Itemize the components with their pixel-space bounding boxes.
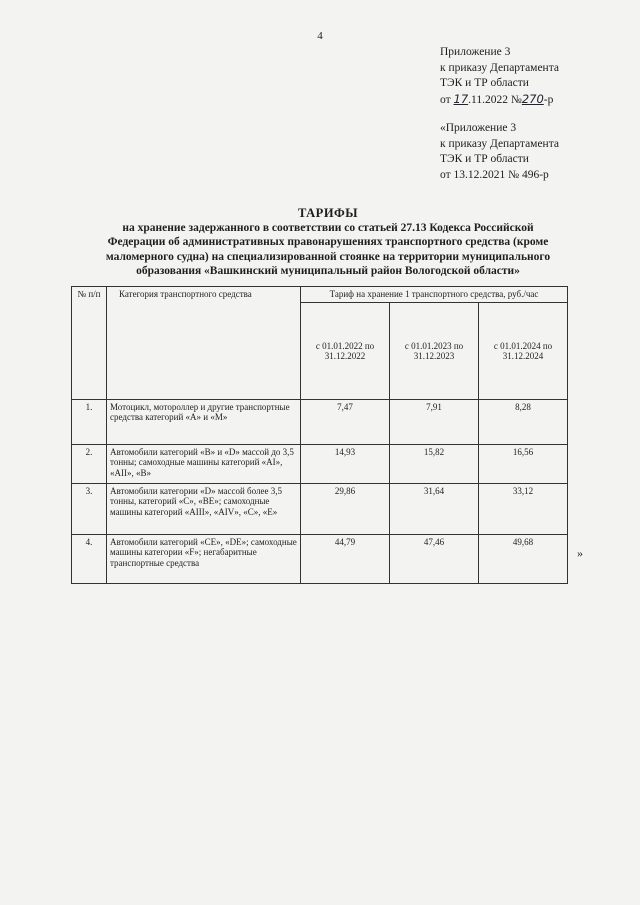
appendix-date-line — [440, 92, 559, 109]
tariffs-table — [71, 286, 568, 584]
header-period: с 01.01.2023 по 31.12.2023 — [390, 302, 479, 399]
header-tariff: Тариф на хранение 1 транспортного средства, руб./час — [301, 287, 568, 303]
row-value: 44,79 — [301, 534, 390, 583]
table-header-row — [72, 287, 568, 303]
row-value: 15,82 — [390, 444, 479, 483]
row-number: 4. — [72, 534, 107, 583]
order-suffix: -р — [543, 93, 554, 106]
header-period: с 01.01.2022 по 31.12.2022 — [301, 302, 390, 399]
row-value: 47,46 — [390, 534, 479, 583]
row-number: 3. — [72, 483, 107, 534]
row-value: 16,56 — [479, 444, 568, 483]
appendix-line: ТЭК и ТР области — [440, 153, 529, 165]
header-period: с 01.01.2024 по 31.12.2024 — [479, 302, 568, 399]
table-row — [72, 483, 568, 534]
appendix-line: «Приложение 3 — [440, 122, 517, 134]
appendix-line: от 13.12.2021 № 496-р — [440, 168, 549, 181]
row-value: 7,91 — [390, 399, 479, 444]
document-title — [62, 206, 594, 279]
title-main: ТАРИФЫ — [297, 206, 359, 220]
title-line: Федерации об административных правонарушениях транспортного средства (кроме — [107, 236, 549, 248]
appendix-header-new — [440, 45, 559, 108]
row-number: 1. — [72, 399, 107, 444]
row-category: Автомобили категорий «СЕ», «DЕ»; самоходные машины категории «F»; негабаритные транспортные средства — [107, 534, 301, 583]
row-category: Мотоцикл, мотороллер и другие транспортные средства категорий «А» и «М» — [107, 399, 301, 444]
table-row — [72, 534, 568, 583]
header-category: Категория транспортного средства — [107, 287, 301, 400]
row-value: 33,12 — [479, 483, 568, 534]
date-rest: .11.2022 № — [468, 93, 522, 106]
title-line: на хранение задержанного в соответствии со статьей 27.13 Кодекса Российской — [122, 221, 534, 234]
handwritten-order-number: 270 — [521, 91, 544, 106]
page-number: 4 — [317, 30, 323, 42]
table-row — [72, 444, 568, 483]
row-category: Автомобили категорий «В» и «D» массой до 3,5 тонны; самоходные машины категорий «АI», «АII», «В» — [107, 444, 301, 483]
title-line: образования «Вашкинский муниципальный район Вологодской области» — [136, 265, 520, 277]
appendix-line: к приказу Департамента — [440, 137, 559, 150]
row-value: 31,64 — [390, 483, 479, 534]
handwritten-day: 17 — [453, 91, 469, 106]
appendix-line: к приказу Департамента — [440, 61, 559, 74]
appendix-line: ТЭК и ТР области — [440, 77, 529, 89]
row-value: 8,28 — [479, 399, 568, 444]
row-number: 2. — [72, 444, 107, 483]
header-number: № п/п — [72, 287, 107, 400]
row-value: 49,68 — [479, 534, 568, 583]
closing-quote: » — [577, 546, 583, 560]
table-row — [72, 399, 568, 444]
appendix-line: Приложение 3 — [440, 46, 511, 58]
title-line: маломерного судна) на специализированной стоянке на территории муниципального — [105, 250, 551, 263]
appendix-header-old — [440, 121, 559, 183]
row-value: 14,93 — [301, 444, 390, 483]
row-value: 29,86 — [301, 483, 390, 534]
date-prefix: от — [440, 93, 451, 106]
row-value: 7,47 — [301, 399, 390, 444]
row-category: Автомобили категории «D» массой более 3,5 тонны, категорий «С», «ВЕ»; самоходные машины категорий «АIII», «АIV», «С», «Е» — [107, 483, 301, 534]
